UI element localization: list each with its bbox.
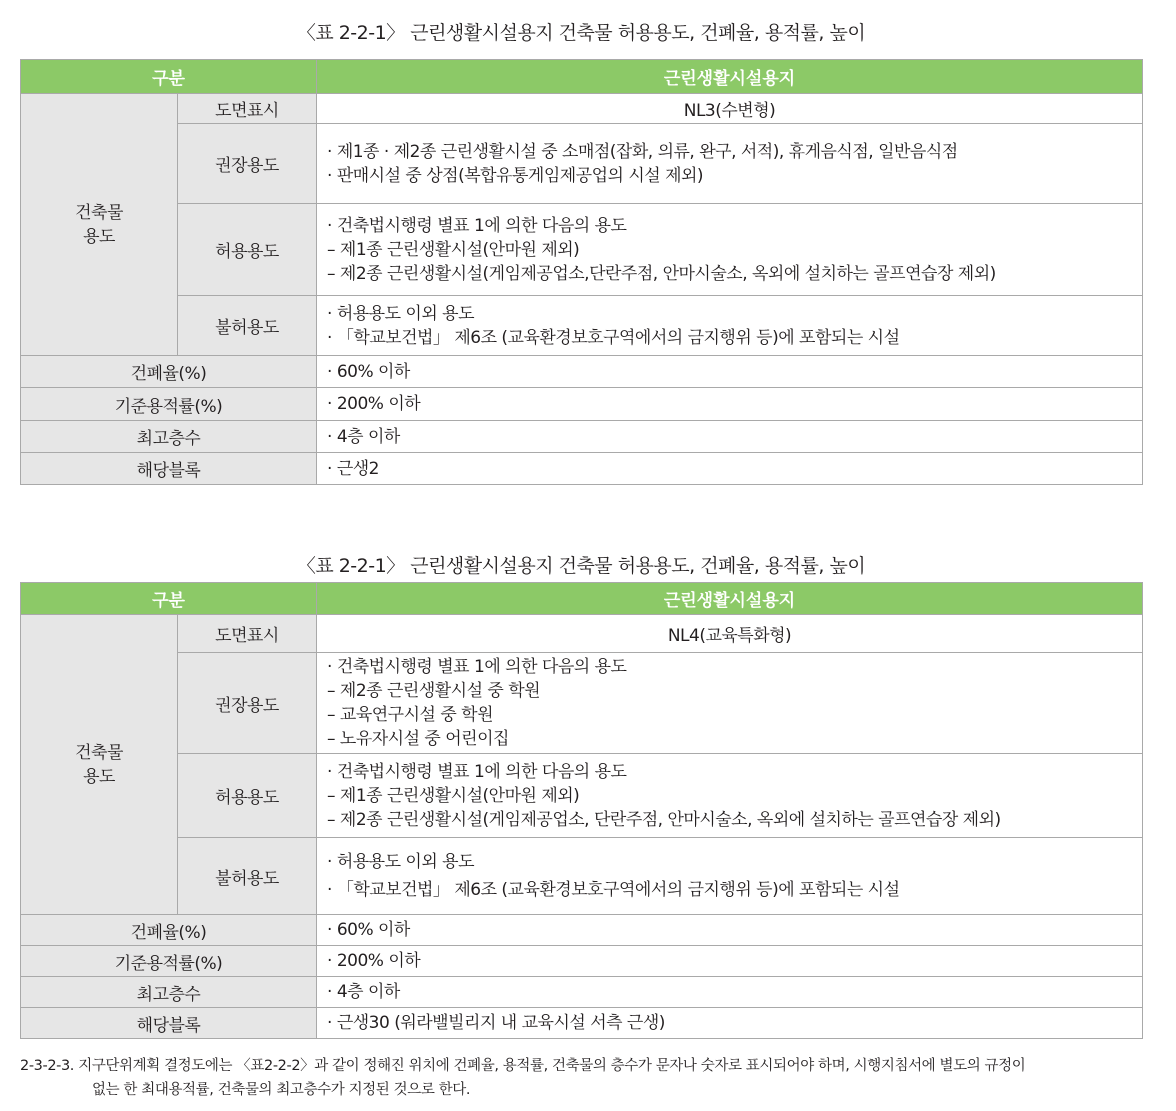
table-row (21, 421, 1143, 453)
coverage-value: · 60% 이하 (317, 356, 1143, 388)
recommended-use-value (317, 653, 1143, 754)
list-item: · 「학교보건법」 제6조 (교육환경보호구역에서의 금지행위 등)에 포함되는 시설 (327, 327, 900, 348)
table-row (21, 356, 1143, 388)
category-line: 용도 (83, 766, 115, 787)
table-row (21, 653, 1143, 754)
list-item: – 교육연구시설 중 학원 (327, 705, 494, 725)
block-label: 해당블록 (21, 1008, 317, 1039)
header-category: 구분 (21, 583, 317, 615)
max-floors-value: · 4층 이하 (317, 977, 1143, 1008)
far-value: · 200% 이하 (317, 388, 1143, 421)
table-row (21, 977, 1143, 1008)
map-value: NL3(수변형) (317, 94, 1143, 124)
list-item: · 판매시설 중 상점(복합유통게임제공업의 시설 제외) (327, 165, 704, 186)
table-header-row (21, 60, 1143, 94)
permitted-use-value (317, 204, 1143, 296)
land-use-table (20, 59, 1143, 485)
prohibited-use-value (317, 296, 1143, 356)
max-floors-label: 최고층수 (21, 421, 317, 453)
map-label: 도면표시 (178, 615, 317, 653)
far-label: 기준용적률(%) (21, 946, 317, 977)
block-label: 해당블록 (21, 453, 317, 485)
list-item: · 건축법시행령 별표 1에 의한 다음의 용도 (327, 215, 627, 236)
list-item: · 「학교보건법」 제6조 (교육환경보호구역에서의 금지행위 등)에 포함되는 시설 (327, 880, 900, 900)
permitted-use-label: 허용용도 (178, 204, 317, 296)
max-floors-label: 최고층수 (21, 977, 317, 1008)
footnote-paragraph (20, 1054, 1160, 1102)
table-row (21, 296, 1143, 356)
table-row (21, 838, 1143, 915)
header-land-use: 근린생활시설용지 (317, 60, 1143, 94)
max-floors-value: · 4층 이하 (317, 421, 1143, 453)
header-category: 구분 (21, 60, 317, 94)
building-use-category (21, 615, 178, 915)
list-item: – 제2종 근린생활시설(게임제공업소,단란주점, 안마시술소, 옥외에 설치하는 골프연습장 제외) (327, 263, 996, 284)
table-row (21, 615, 1143, 653)
table-caption: 〈표 2-2-1〉 근린생활시설용지 건축물 허용용도, 건폐율, 용적률, 높이 (296, 555, 866, 577)
table-header-row (21, 583, 1143, 615)
list-item: – 제2종 근린생활시설 중 학원 (327, 681, 541, 701)
list-item: · 허용용도 이외 용도 (327, 852, 475, 872)
category-line: 건축물 (75, 202, 123, 223)
table-row (21, 94, 1143, 124)
list-item: – 노유자시설 중 어린이집 (327, 729, 509, 749)
map-label: 도면표시 (178, 94, 317, 124)
map-value: NL4(교육특화형) (317, 615, 1143, 653)
list-item: · 건축법시행령 별표 1에 의한 다음의 용도 (327, 761, 627, 782)
building-use-category (21, 94, 178, 356)
coverage-value: · 60% 이하 (317, 915, 1143, 946)
table-row (21, 915, 1143, 946)
far-value: · 200% 이하 (317, 946, 1143, 977)
table-row (21, 946, 1143, 977)
table-row (21, 1008, 1143, 1039)
prohibited-use-value (317, 838, 1143, 915)
prohibited-use-label: 불허용도 (178, 838, 317, 915)
block-value: · 근생2 (317, 453, 1143, 485)
table-row (21, 754, 1143, 838)
category-line: 용도 (83, 226, 115, 247)
category-line: 건축물 (75, 742, 123, 763)
list-item: · 제1종 · 제2종 근린생활시설 중 소매점(잡화, 의류, 완구, 서적), 휴게음식점, 일반음식점 (327, 141, 958, 162)
land-use-table (20, 582, 1143, 1039)
permitted-use-value (317, 754, 1143, 838)
table-row (21, 204, 1143, 296)
coverage-label: 건폐율(%) (21, 915, 317, 946)
table-caption: 〈표 2-2-1〉 근린생활시설용지 건축물 허용용도, 건폐율, 용적률, 높이 (296, 22, 866, 44)
table-row (21, 453, 1143, 485)
list-item: – 제1종 근린생활시설(안마원 제외) (327, 239, 580, 260)
recommended-use-label: 권장용도 (178, 653, 317, 754)
prohibited-use-label: 불허용도 (178, 296, 317, 356)
list-item: · 허용용도 이외 용도 (327, 303, 475, 324)
list-item: – 제1종 근린생활시설(안마원 제외) (327, 785, 580, 806)
header-land-use: 근린생활시설용지 (317, 583, 1143, 615)
coverage-label: 건폐율(%) (21, 356, 317, 388)
footnote-line: 2-3-2-3. 지구단위계획 결정도에는 〈표2-2-2〉과 같이 정해진 위치에 건폐율, 용적률, 건축물의 층수가 문자나 숫자로 표시되어야 하며, 시행지침서에 별도의 규정이 (20, 1058, 1026, 1074)
block-value: · 근생30 (워라밸빌리지 내 교육시설 서측 근생) (317, 1008, 1143, 1039)
permitted-use-label: 허용용도 (178, 754, 317, 838)
list-item: – 제2종 근린생활시설(게임제공업소, 단란주점, 안마시술소, 옥외에 설치하는 골프연습장 제외) (327, 809, 1001, 830)
far-label: 기준용적률(%) (21, 388, 317, 421)
table-row (21, 388, 1143, 421)
recommended-use-label: 권장용도 (178, 124, 317, 204)
table-row (21, 124, 1143, 204)
footnote-line: 없는 한 최대용적률, 건축물의 최고층수가 지정된 것으로 한다. (92, 1082, 471, 1098)
list-item: · 건축법시행령 별표 1에 의한 다음의 용도 (327, 657, 627, 677)
recommended-use-value (317, 124, 1143, 204)
